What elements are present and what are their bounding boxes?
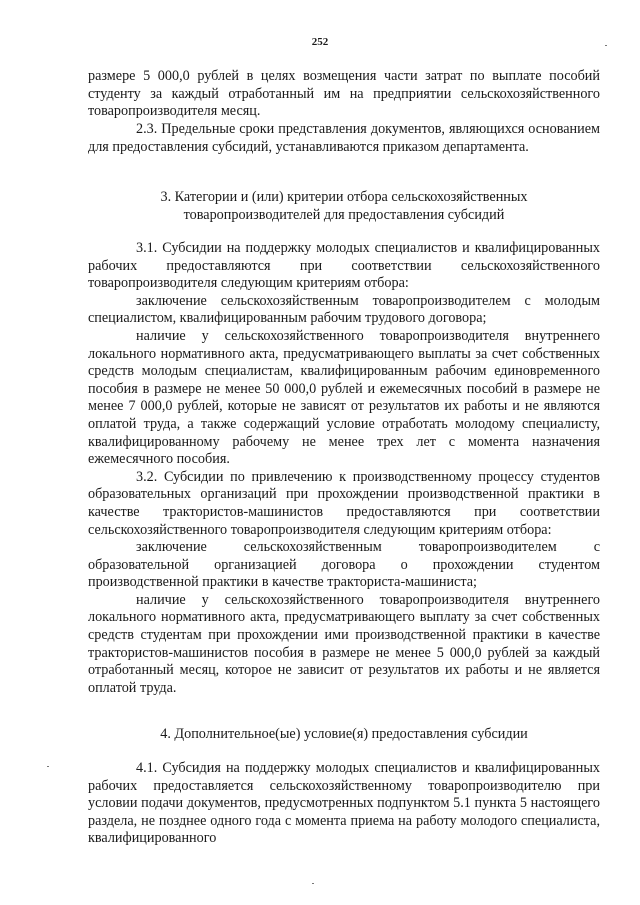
- section-3-body: [88, 240, 600, 697]
- scan-speck: [312, 883, 314, 884]
- section-3-title-line2: товаропроизводителей для предоставления субсидий: [183, 207, 505, 223]
- scan-speck: [47, 766, 49, 767]
- section-3-heading: [88, 188, 600, 224]
- section-4-heading: [88, 725, 600, 743]
- paragraph-2-3-block: [88, 121, 600, 156]
- paragraph-3-1-b: наличие у сельскохозяйственного товаропроизводителя внутреннего локального нормативного акта, предусматривающего выплаты за счет собственных средств молодым специалистам, квалифицированным рабочим единовременного пособия в размере не менее 50 000,0 рублей и ежемесячных пособий в размере не менее 7 000,0 рублей, которые не зависят от результатов их работы и не являются оплатой труда, а также содержащий условие отработать молодому специалисту, квалифицированному рабочему не менее трех лет с момента назначения ежемесячного пособия.: [88, 327, 600, 468]
- paragraph-3-2-b: наличие у сельскохозяйственного товаропроизводителя внутреннего локального нормативного акта, предусматривающего выплату за счет собственных средств студентам при прохождении ими производственной практики в качестве трактористов-машинистов пособия в размере не менее 5 000,0 рублей за каждый отработанный месяц, которое не зависит от результатов их работы и не является оплатой труда.: [88, 591, 600, 696]
- paragraph-4-1: 4.1. Субсидия на поддержку молодых специалистов и квалифицированных рабочих предоставляется сельскохозяйственному товаропроизводителю при условии подачи документов, предусмотренных подпунктом 5.1 пункта 5 настоящего раздела, не позднее одного года с момента приема на работу молодого специалиста, квалифицированного: [88, 760, 600, 847]
- section-4-title: 4. Дополнительное(ые) условие(я) предоставления субсидии: [160, 726, 528, 742]
- intro-paragraph-block: [88, 68, 600, 121]
- paragraph-3-2: 3.2. Субсидии по привлечению к производственному процессу студентов образовательных организаций при прохождении производственной практики в качестве трактористов-машинистов предоставляются при соответствии сельскохозяйственного товаропроизводителя следующим критериям отбора:: [88, 468, 600, 538]
- paragraph-3-1: 3.1. Субсидии на поддержку молодых специалистов и квалифицированных рабочих предоставляются при соответствии сельскохозяйственного товаропроизводителя следующим критериям отбора:: [88, 240, 600, 292]
- intro-paragraph: размере 5 000,0 рублей в целях возмещения части затрат по выплате пособий студенту за каждый отработанный им на предприятии сельскохозяйственного товаропроизводителя месяц.: [88, 68, 600, 120]
- paragraph-3-1-a: заключение сельскохозяйственным товаропроизводителем с молодым специалистом, квалифицированным рабочим трудового договора;: [88, 292, 600, 327]
- paragraph-2-3: 2.3. Предельные сроки представления документов, являющихся основанием для предоставления субсидий, устанавливаются приказом департамента.: [88, 121, 600, 155]
- section-3-title-line1: 3. Категории и (или) критерии отбора сельскохозяйственных: [160, 189, 528, 205]
- page-number: 252: [311, 36, 329, 48]
- paragraph-3-2-a: заключение сельскохозяйственным товаропроизводителем с образовательной организацией договора о прохождении студентом производственной практики в качестве тракториста-машиниста;: [88, 539, 600, 591]
- scan-speck: [605, 45, 607, 46]
- section-4-body: [88, 760, 600, 848]
